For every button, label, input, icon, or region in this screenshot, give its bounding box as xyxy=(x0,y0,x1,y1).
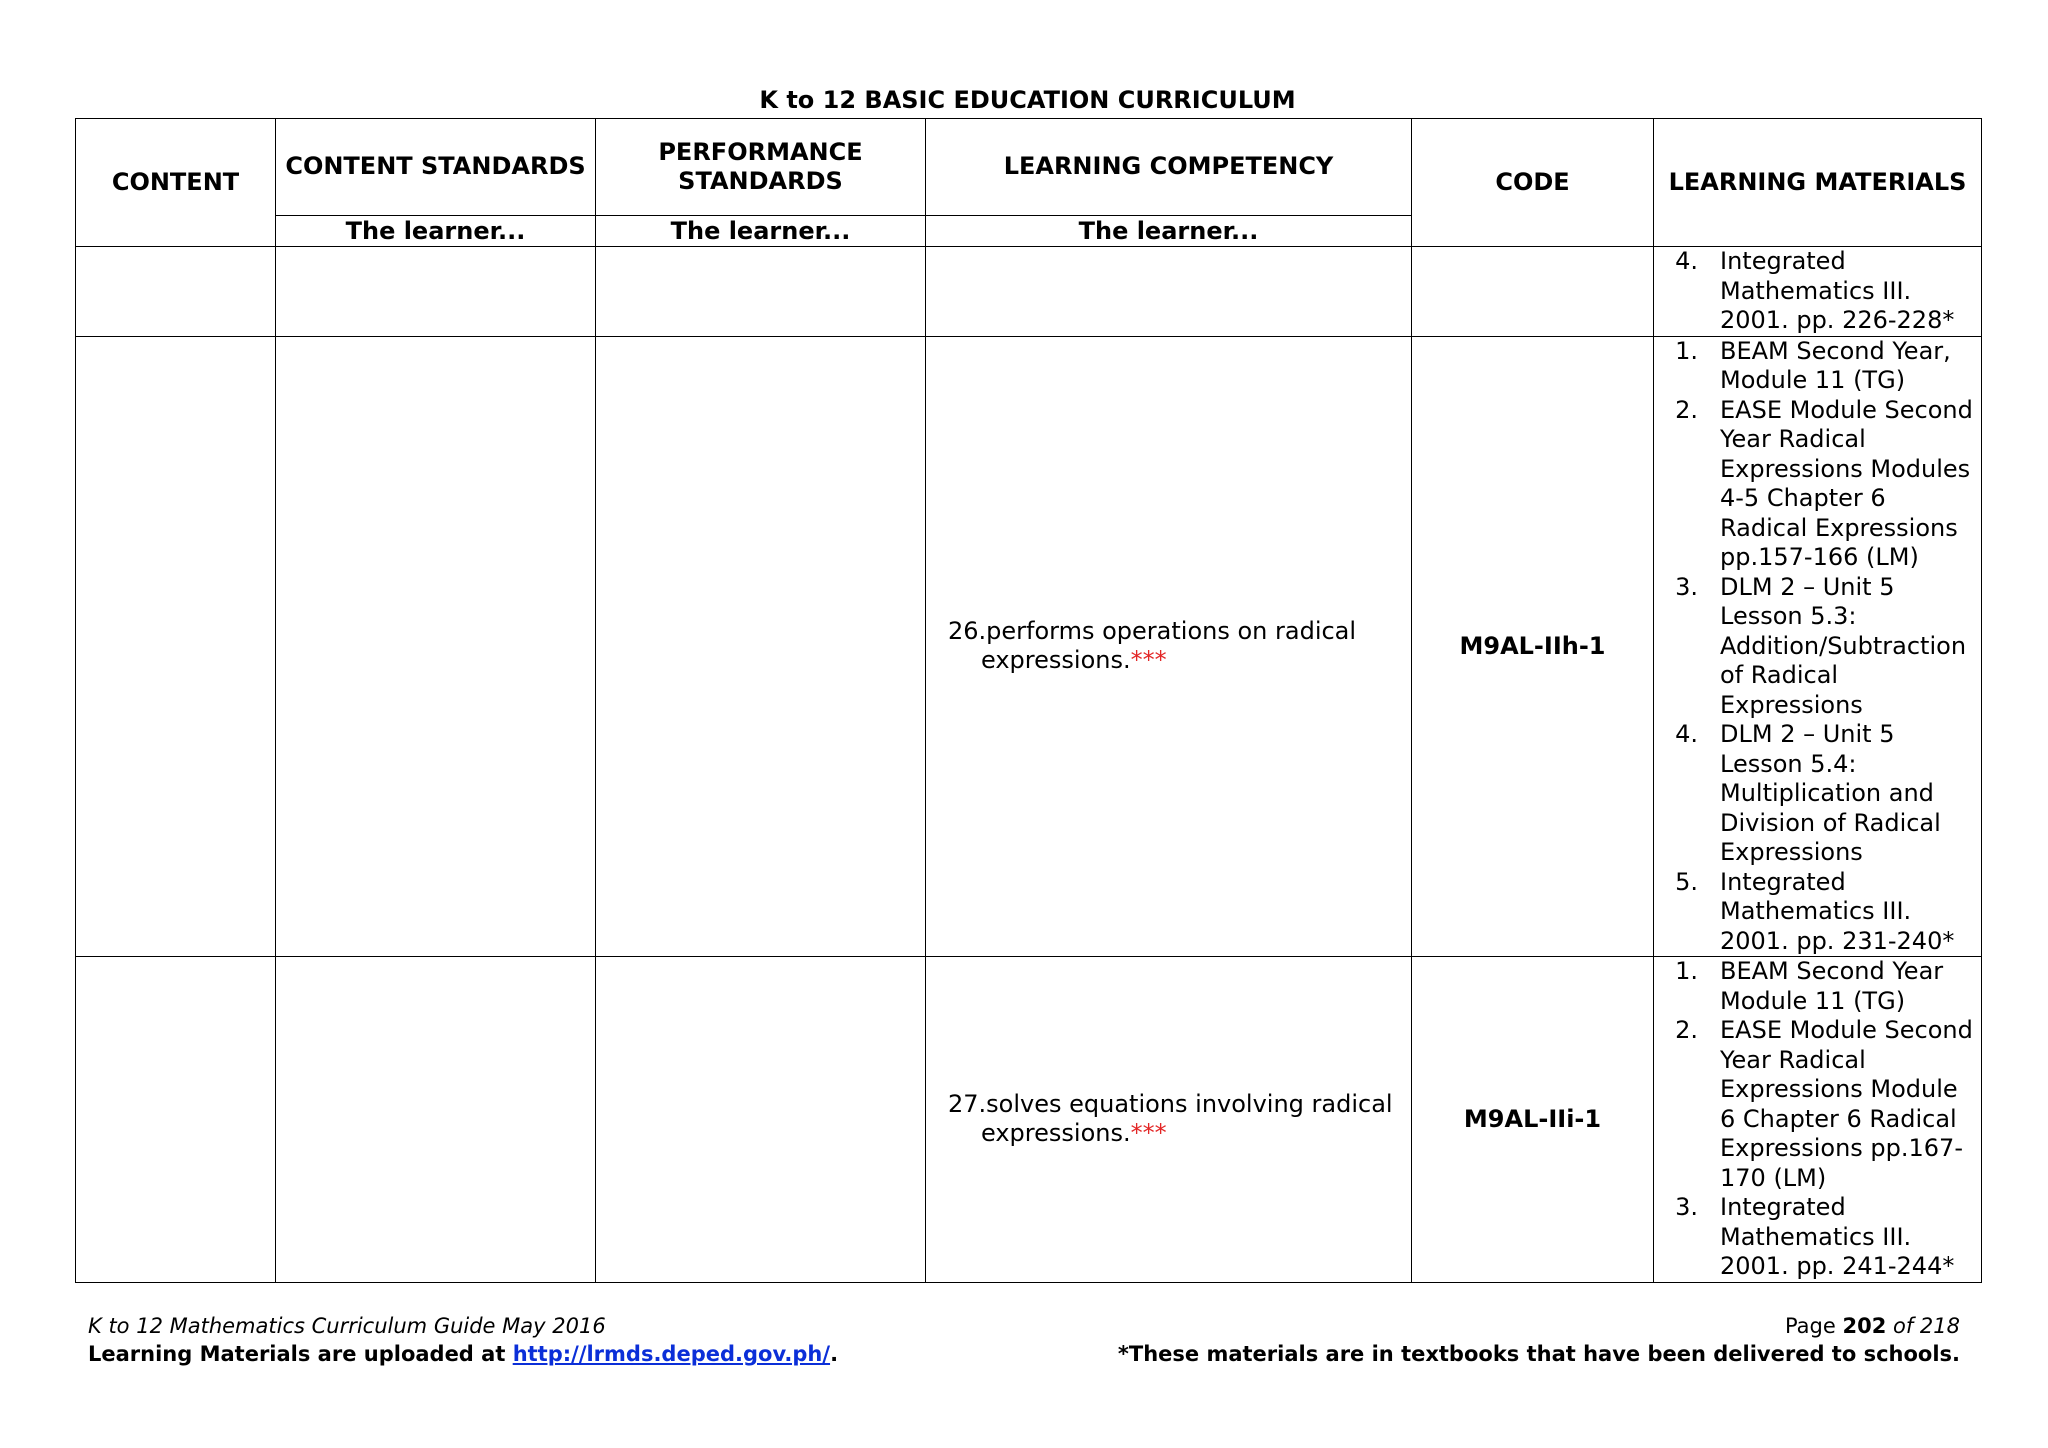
subheader-learning-competency: The learner... xyxy=(926,216,1412,247)
competency-cell xyxy=(926,247,1412,337)
list-item-text: Integrated Mathematics III. 2001. pp. 241-244* xyxy=(1720,1193,1955,1280)
header-code: CODE xyxy=(1412,119,1654,247)
list-item-text: Integrated Mathematics III. 2001. pp. 231-240* xyxy=(1720,867,1955,955)
content-cell xyxy=(76,957,276,1283)
list-item xyxy=(1654,337,1981,396)
list-item xyxy=(1654,720,1981,868)
list-item-text: EASE Module Second Year Radical Expressions Module 6 Chapter 6 Radical Expressions pp.167-170 (LM) xyxy=(1720,1016,1973,1192)
list-item-number: 1. xyxy=(1675,957,1698,985)
content-cell xyxy=(76,336,276,957)
footer-right xyxy=(1118,1312,1960,1368)
content-standards-cell xyxy=(276,957,596,1283)
document-title: K to 12 BASIC EDUCATION CURRICULUM xyxy=(759,86,1296,114)
upload-note: Learning Materials are uploaded at http://lrmds.deped.gov.ph/. xyxy=(88,1342,839,1366)
content-standards-cell xyxy=(276,247,596,337)
header-learning-competency: LEARNING COMPETENCY xyxy=(926,119,1412,216)
textbook-note: *These materials are in textbooks that have been delivered to schools. xyxy=(1117,1342,1960,1366)
list-item-number: 1. xyxy=(1675,336,1698,365)
header-learning-materials: LEARNING MATERIALS xyxy=(1654,119,1982,247)
header-content: CONTENT xyxy=(76,119,276,247)
lrmds-link[interactable]: http://lrmds.deped.gov.ph/ xyxy=(512,1342,831,1366)
guide-title: K to 12 Mathematics Curriculum Guide May 2016 xyxy=(88,1314,606,1338)
list-item xyxy=(1654,1193,1981,1282)
list-item xyxy=(1654,247,1981,336)
competency-text: 27.solves equations involving radical expressions.*** xyxy=(948,1089,1393,1148)
list-item xyxy=(1654,1016,1981,1193)
competency-text: 26.performs operations on radical expressions.*** xyxy=(948,616,1357,675)
list-item xyxy=(1654,573,1981,721)
list-item-text: Integrated Mathematics III. 2001. pp. 226-228* xyxy=(1720,247,1955,334)
table-row xyxy=(76,247,1982,337)
page-number: Page 202 of 218 xyxy=(1784,1314,1960,1338)
subheader-performance-standards: The learner... xyxy=(596,216,926,247)
list-item-number: 4. xyxy=(1675,720,1698,748)
list-item-number: 2. xyxy=(1675,1016,1698,1044)
list-item xyxy=(1654,868,1981,957)
table-row xyxy=(76,957,1982,1283)
performance-standards-cell xyxy=(596,336,926,957)
header-performance-standards: PERFORMANCE STANDARDS xyxy=(596,119,926,216)
subheader-content-standards: The learner... xyxy=(276,216,596,247)
header-content-standards: CONTENT STANDARDS xyxy=(276,119,596,216)
materials-list xyxy=(1654,957,1981,1282)
list-item-number: 2. xyxy=(1675,395,1698,424)
list-item-number: 5. xyxy=(1675,867,1698,896)
performance-standards-cell xyxy=(596,957,926,1283)
footer-left xyxy=(88,1312,838,1368)
materials-cell xyxy=(1654,336,1982,957)
list-item xyxy=(1654,957,1981,1016)
code-cell xyxy=(1412,247,1654,337)
content-cell xyxy=(76,247,276,337)
materials-list xyxy=(1654,337,1981,957)
materials-cell xyxy=(1654,957,1982,1283)
list-item xyxy=(1654,396,1981,573)
list-item-text: DLM 2 – Unit 5 Lesson 5.4: Multiplication and Division of Radical Expressions xyxy=(1720,720,1941,866)
performance-standards-cell xyxy=(596,247,926,337)
competency-cell xyxy=(926,957,1412,1283)
list-item-number: 3. xyxy=(1675,572,1698,601)
code-cell: M9AL-IIi-1 xyxy=(1412,957,1654,1283)
code-cell: M9AL-IIh-1 xyxy=(1412,336,1654,957)
materials-cell xyxy=(1654,247,1982,337)
materials-list xyxy=(1654,247,1981,336)
content-standards-cell xyxy=(276,336,596,957)
list-item-text: EASE Module Second Year Radical Expressions Modules 4-5 Chapter 6 Radical Expressions pp.157-166 (LM) xyxy=(1720,395,1973,571)
competency-cell xyxy=(926,336,1412,957)
list-item-number: 3. xyxy=(1675,1193,1698,1221)
curriculum-table xyxy=(75,118,1982,1283)
list-item-text: BEAM Second Year, Module 11 (TG) xyxy=(1720,336,1951,394)
list-item-number: 4. xyxy=(1675,247,1698,275)
emphasis-stars: *** xyxy=(1130,646,1167,675)
list-item-text: DLM 2 – Unit 5 Lesson 5.3: Addition/Subtraction of Radical Expressions xyxy=(1720,572,1967,719)
list-item-text: BEAM Second Year Module 11 (TG) xyxy=(1720,957,1944,1015)
table-row xyxy=(76,336,1982,957)
emphasis-stars: *** xyxy=(1130,1119,1167,1148)
